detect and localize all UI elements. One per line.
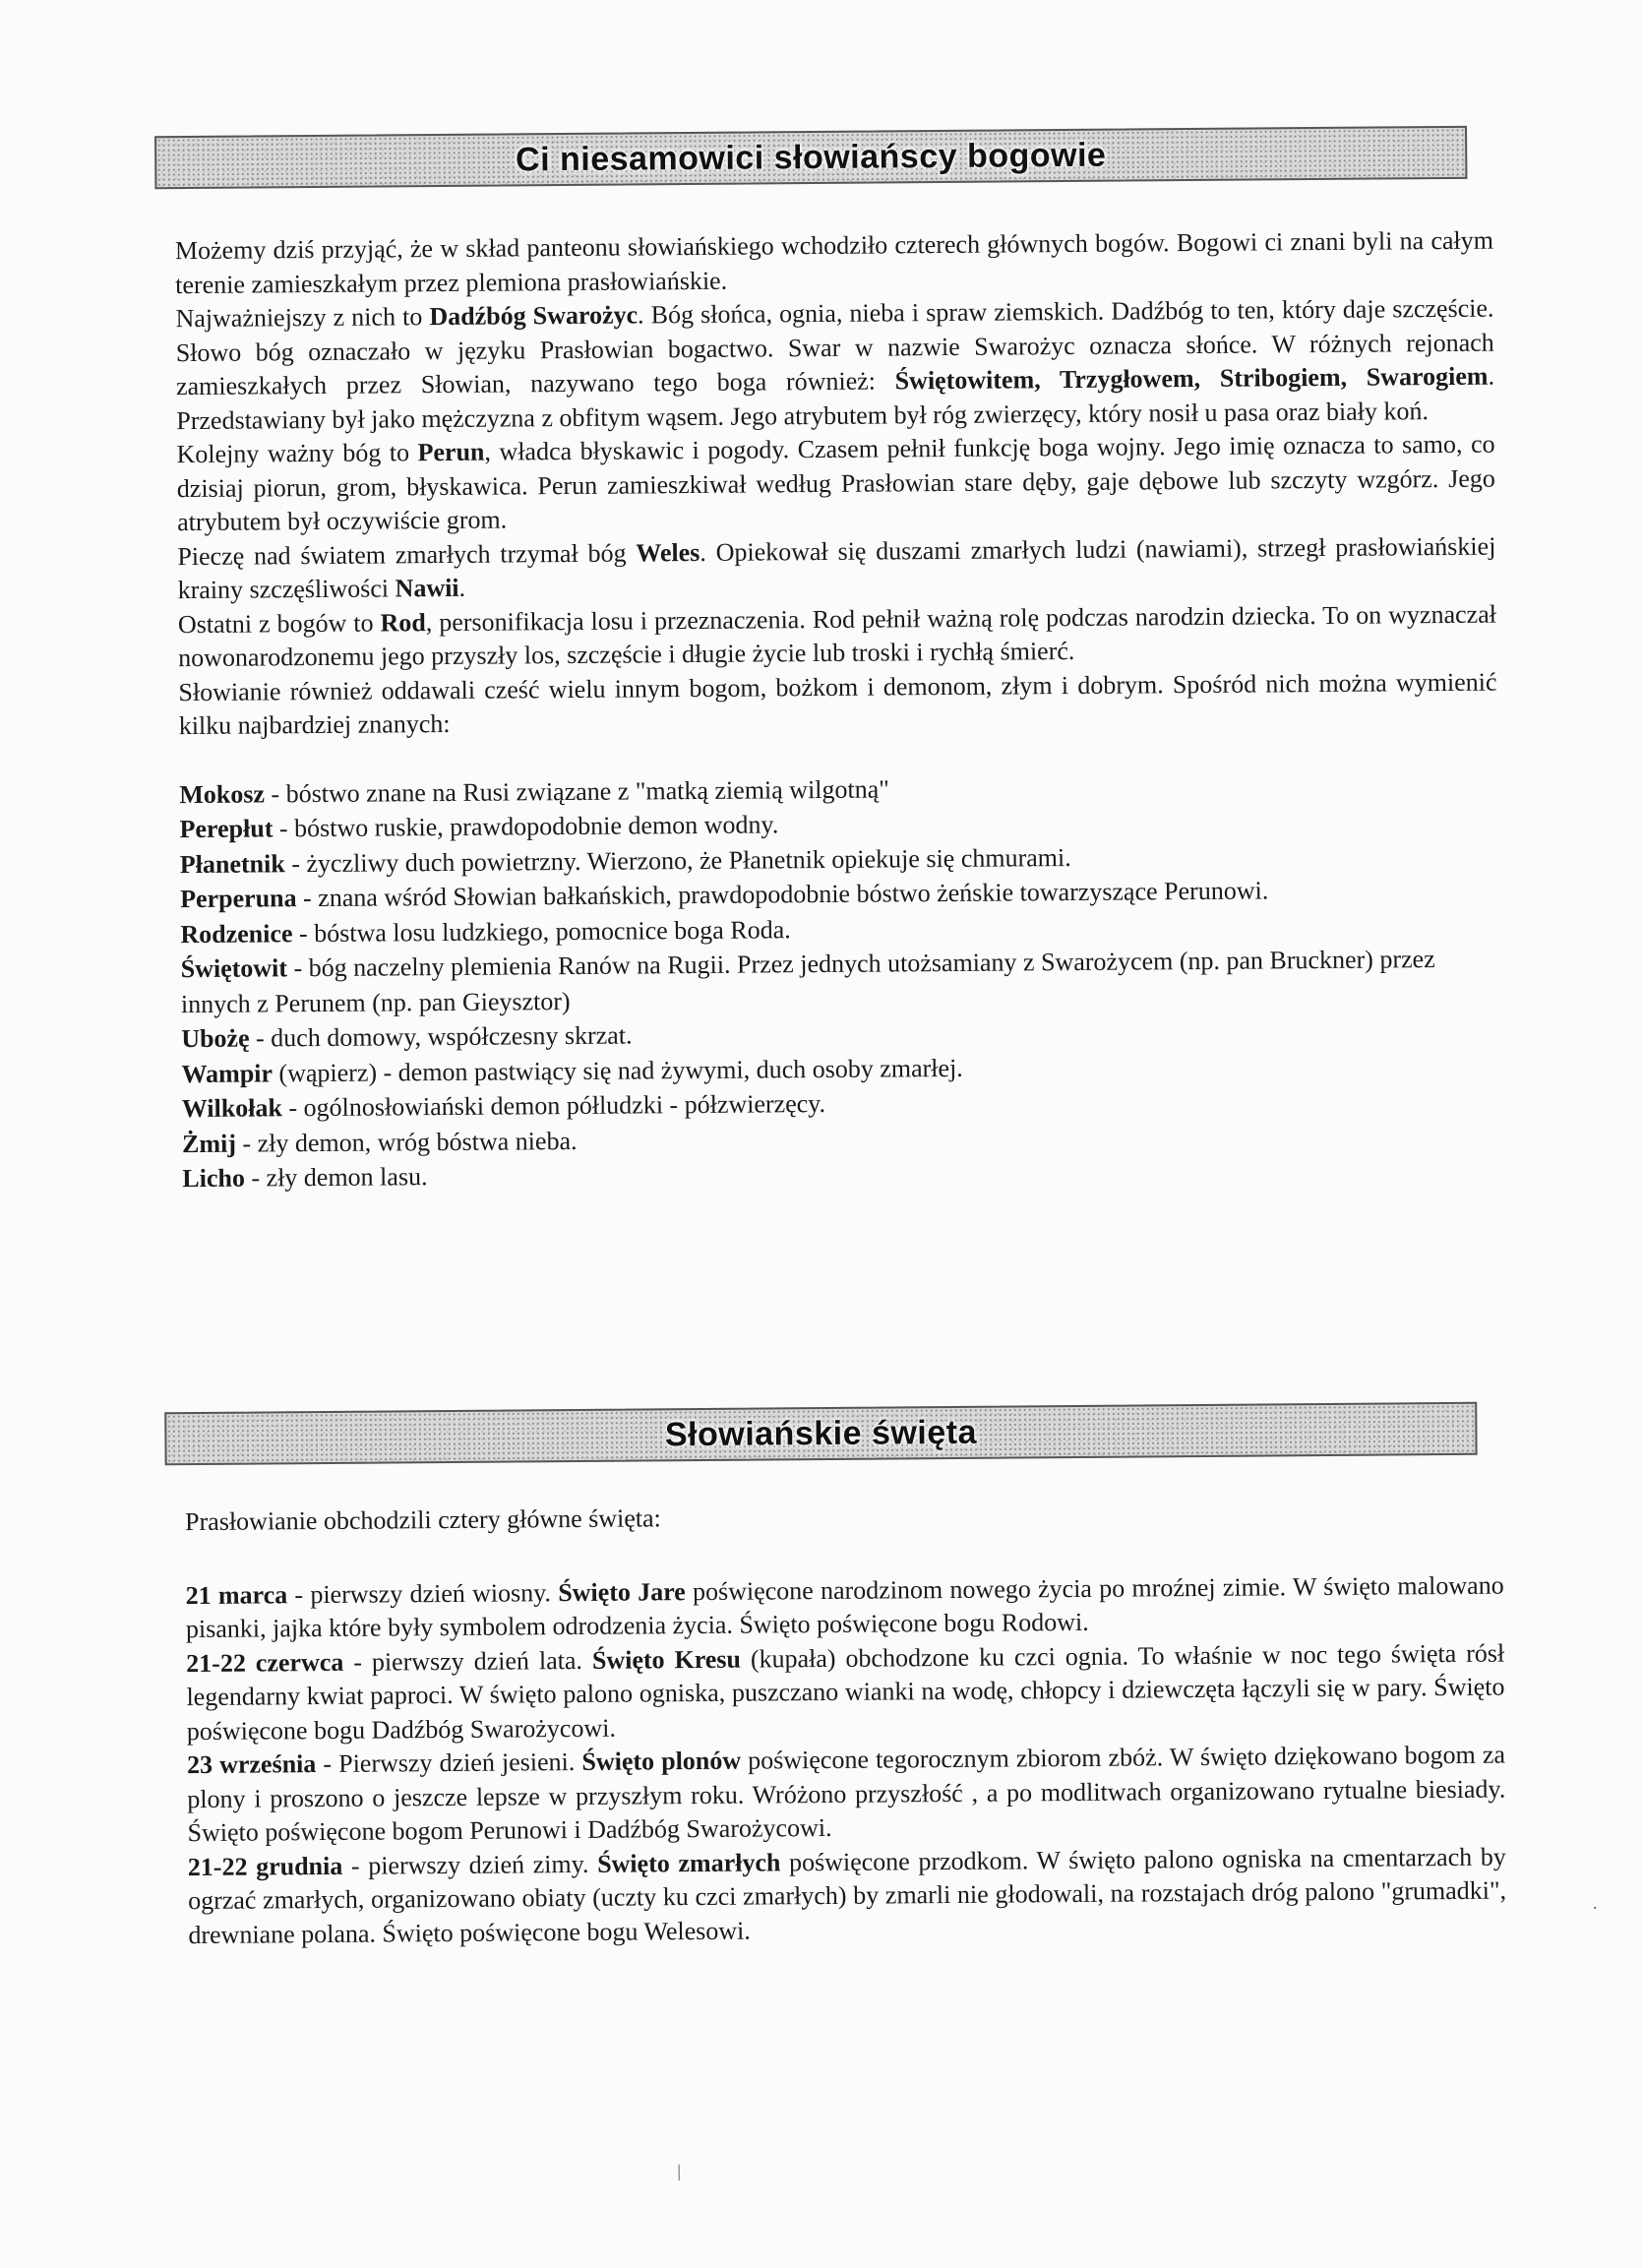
intro-paragraph: Możemy dziś przyjąć, że w skład panteonu słowiańskiego wchodziło czterech głównych bogów. Bogowi ci znani byli na całym terenie zamieszkałym przez plemiona prasłowiańskie. bbox=[174, 225, 1494, 299]
section-header-holidays bbox=[164, 1402, 1477, 1465]
paragraph-perun: Kolejny ważny bóg to Perun, władca błyskawic i pogody. Czasem pełnił funkcję boga wojny. Jego imię oznacza to samo, co dzisiaj piorun, grom, błyskawica. Perun zamieszkiwał według Prasłowian stare dęby, gaje dębowe lub szczyty wzgórz. Jego atrybutem był oczywiście grom. bbox=[176, 429, 1495, 537]
section-header-gods bbox=[154, 126, 1467, 189]
section-title-holidays: Słowiańskie święta bbox=[664, 1413, 978, 1453]
bold-term: Perun bbox=[417, 437, 485, 467]
list-item: Wilkołak - ogólnosłowiański demon półludzki - półzwierzęcy. bbox=[181, 1088, 826, 1124]
gods-section bbox=[175, 224, 1501, 1196]
list-item: Świętowit - bóg naczelny plemienia Ranów na Rugii. Przez jednych utożsamiany z Swarożycem (np. pan Bruckner) przez innych z Perunem (np. pan Gieysztor) bbox=[180, 945, 1435, 1018]
list-item: Perepłut - bóstwo ruskie, prawdopodobnie demon wodny. bbox=[179, 810, 779, 844]
scan-mark: · bbox=[1592, 1897, 1599, 1918]
list-item: Żmij - zły demon, wróg bóstwa nieba. bbox=[181, 1126, 578, 1158]
bold-term: Weles bbox=[636, 537, 700, 567]
bold-term: Rod bbox=[380, 607, 426, 638]
holiday-spring: 21 marca - pierwszy dzień wiosny. Święto Jare poświęcone narodzinom nowego życia po mroźnej zimie. W święto malowano pisanki, jajka które były symbolem odrodzenia życia. Święto poświęcone bogu Rodowi. bbox=[185, 1570, 1504, 1644]
paragraph-other-gods: Słowianie również oddawali cześć wielu innym bogom, bożkom i demonom, złym i dobrym. Spośród nich można wymienić kilku najbardziej znanych: bbox=[178, 667, 1497, 741]
list-item: Mokosz - bóstwo znane na Rusi związane z "matką ziemią wilgotną" bbox=[179, 773, 889, 809]
list-item: Wampir (wąpierz) - demon pastwiący się nad żywymi, duch osoby zmarłej. bbox=[181, 1053, 963, 1088]
list-item: Rodzenice - bóstwa losu ludzkiego, pomocnice boga Roda. bbox=[180, 914, 791, 949]
holidays-intro: Prasłowianie obchodzili cztery główne święta: bbox=[184, 1503, 661, 1537]
section-title-gods: Ci niesamowici słowiańscy bogowie bbox=[515, 136, 1107, 178]
list-item: Płanetnik - życzliwy duch powietrzny. Wierzono, że Płanetnik opiekuje się chmurami. bbox=[179, 842, 1071, 879]
list-item: Licho - zły demon lasu. bbox=[182, 1162, 428, 1194]
list-item: Perperuna - znana wśród Słowian bałkańskich, prawdopodobnie bóstwo żeńskie towarzyszące Perunowi. bbox=[180, 876, 1269, 914]
paragraph-dadzbog: Najważniejszy z nich to Dadźbóg Swarożyc. Bóg słońca, ognia, nieba i spraw ziemskich. Dadźbóg to ten, który daje szczęście. Słowo bóg oznaczało w języku Prasłowian bogactwo. Swar w nazwie Swarożyc oznacza słońce. W różnych rejonach zamieszkałych przez Słowian, nazywano tego boga również: Świętowitem, Trzygłowem, Stribogiem, Swarogiem. Przedstawiany był jako mężczyzna z obfitym wąsem. Jego atrybutem był róg zwierzęcy, który nosił u pasa oraz biały koń. bbox=[175, 293, 1495, 435]
list-item: Ubożę - duch domowy, współczesny skrzat. bbox=[181, 1020, 633, 1054]
paragraph-weles: Pieczę nad światem zmarłych trzymał bóg Weles. Opiekował się duszami zmarłych ludzi (nawiami), strzegł prasłowiańskiej krainy szczęśliwości Nawii. bbox=[177, 531, 1496, 605]
scan-mark: | bbox=[677, 2161, 681, 2181]
holidays-section bbox=[185, 1496, 1507, 1953]
paragraph-rod: Ostatni z bogów to Rod, personifikacja losu i przeznaczenia. Rod pełnił ważną rolę podczas narodzin dziecka. To on wyznaczał nowonarodzonemu jego przyszły los, szczęście i długie życie lub troski i rychłą śmierć. bbox=[177, 599, 1497, 673]
deity-list bbox=[179, 766, 1500, 1196]
holiday-summer: 21-22 czerwca - pierwszy dzień lata. Święto Kresu (kupała) obchodzone ku czci ognia. To właśnie w noc tego święta rósł legendarny kwiat paproci. W święto palono ogniska, puszczano wianki na wodę, chłopcy i dziewczęta łączyli się w pary. Święto poświęcone bogu Dadźbóg Swarożycowi. bbox=[186, 1638, 1505, 1746]
holiday-winter: 21-22 grudnia - pierwszy dzień zimy. Święto zmarłych poświęcone przodkom. W święto palono ogniska na cmentarzach by ogrzać zmarłych, organizowano obiaty (uczty ku czci zmarłych) by zmarli nie głodowali, na rozstajach dróg palono "grumadki", drewniane polana. Święto poświęcone bogu Welesowi. bbox=[187, 1842, 1507, 1949]
holiday-autumn: 23 września - Pierwszy dzień jesieni. Święto plonów poświęcone tegorocznym zbiorom zbóż. W święto dziękowano bogom za plony i proszono o jeszcze lepsze w przyszłym roku. Wróżono przyszłość , a po modlitwach organizowano rytualne biesiady. Święto poświęcone bogom Perunowi i Dadźbóg Swarożycowi. bbox=[186, 1740, 1506, 1848]
bold-term: Nawii bbox=[395, 573, 459, 603]
bold-term: Świętowitem, Trzygłowem, Stribogiem, Swarogiem bbox=[894, 361, 1489, 396]
bold-term: Dadźbóg Swarożyc bbox=[429, 300, 639, 332]
